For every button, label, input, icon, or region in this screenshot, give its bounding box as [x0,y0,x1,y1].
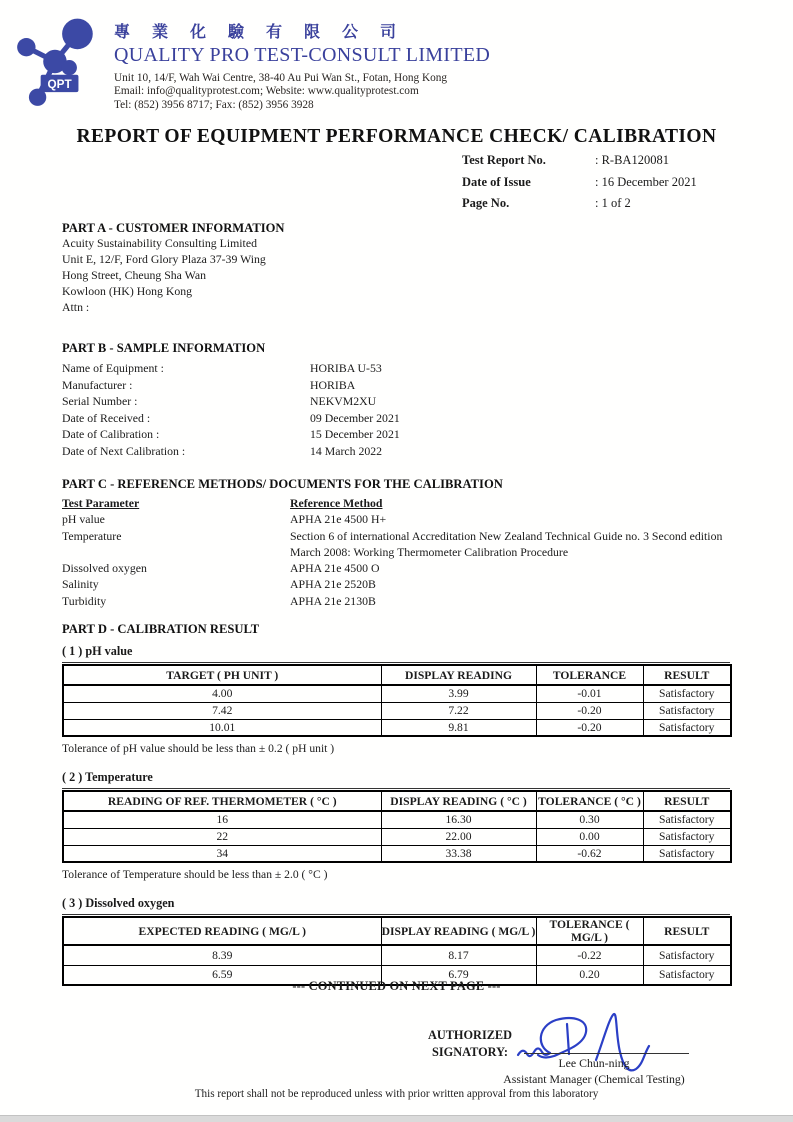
column-header: RESULT [643,791,731,811]
field-value: 15 December 2021 [310,427,400,441]
temperature-calibration-table [62,790,732,863]
page-no-value: : 1 of 2 [595,196,631,210]
table-cell: Satisfactory [643,685,731,702]
logo-text: QPT [47,78,72,92]
column-header: TOLERANCE ( °C ) [536,791,643,811]
ph-table-caption: ( 1 ) pH value [62,644,133,658]
company-contact: Email: info@qualityprotest.com; Website: www.qualityprotest.com [114,85,419,98]
test-parameter: Dissolved oxygen [62,561,147,576]
field-value: NEKVM2XU [310,394,377,408]
ph-calibration-table [62,664,732,737]
test-parameter: pH value [62,512,105,527]
field-value: 09 December 2021 [310,410,400,425]
company-name-chinese: 專 業 化 驗 有 限 公 司 [114,24,406,41]
table-cell: 4.00 [63,685,381,702]
table-cell: 6.79 [381,965,536,985]
company-address: Unit 10, 14/F, Wah Wai Centre, 38-40 Au Pui Wan St., Fotan, Hong Kong [114,72,448,84]
authorized-label-line1: AUTHORIZED [427,1028,513,1042]
reference-method: Section 6 of international Accreditation New Zealand Technical Guide no. 3 Second edition March 2008: Working Thermometer Calibration Procedure [290,528,723,559]
table-cell: 33.38 [381,845,536,862]
signature-line [524,1053,689,1054]
table-cell: -0.22 [536,945,643,965]
customer-attn: Attn : [62,299,90,314]
reference-method: APHA 21e 2130B [290,593,376,608]
field-value: HORIBA U-53 [310,361,382,375]
reference-method: APHA 21e 2520B [290,577,376,592]
field-label: Serial Number : [62,394,138,408]
test-parameter: Salinity [62,577,99,592]
table-cell: 7.22 [381,702,536,719]
column-header: TARGET ( PH UNIT ) [63,665,381,685]
field-label: Date of Next Calibration : [62,443,186,458]
table-cell: 16.30 [381,811,536,828]
table-cell: 22 [63,828,381,845]
report-title: REPORT OF EQUIPMENT PERFORMANCE CHECK/ CALIBRATION [76,126,717,147]
table-cell: 16 [63,811,381,828]
table-row [63,811,731,828]
table-cell: 0.00 [536,828,643,845]
customer-address-line: Unit E, 12/F, Ford Glory Plaza 37-39 Wing [62,251,266,266]
table-cell: Satisfactory [643,811,731,828]
customer-name: Acuity Sustainability Consulting Limited [62,236,257,250]
table-cell: 0.20 [536,965,643,985]
field-label: Date of Calibration : [62,427,160,441]
table-cell: Satisfactory [643,828,731,845]
column-header: RESULT [643,917,731,945]
table-cell: 10.01 [63,719,381,736]
signatory-name: Lee Chun-ning [558,1056,630,1070]
table-cell: Satisfactory [643,719,731,736]
table-cell: 9.81 [381,719,536,736]
continued-on-next-page: --- CONTINUED ON NEXT PAGE --- [292,979,501,993]
field-label: Date of Received : [62,410,151,425]
table-cell: 6.59 [63,965,381,985]
part-c-section [62,477,730,609]
table-cell: Satisfactory [643,845,731,862]
test-parameter-header: Test Parameter [62,496,140,510]
column-header: READING OF REF. THERMOMETER ( °C ) [63,791,381,811]
temperature-table-caption: ( 2 ) Temperature [62,770,153,784]
report-info [462,153,697,218]
table-cell: 22.00 [381,828,536,845]
table-cell: -0.20 [536,702,643,719]
table-cell: Satisfactory [643,702,731,719]
qpt-molecule-logo [10,13,104,111]
part-d-section [62,622,730,986]
table-cell: -0.62 [536,845,643,862]
field-value: 14 March 2022 [310,443,383,458]
table-cell: Satisfactory [643,945,731,965]
table-cell: Satisfactory [643,965,731,985]
table-cell: 34 [63,845,381,862]
authorized-label-line2: SIGNATORY: [432,1045,508,1059]
part-b-section [62,341,400,460]
temperature-tolerance-note: Tolerance of Temperature should be less than ± 2.0 ( °C ) [62,868,328,881]
part-a-section [62,221,285,316]
ph-tolerance-note: Tolerance of pH value should be less than ± 0.2 ( pH unit ) [62,742,335,755]
table-cell: 0.30 [536,811,643,828]
company-name-english: QUALITY PRO TEST-CONSULT LIMITED [114,44,491,66]
column-header: DISPLAY READING ( °C ) [381,791,536,811]
reference-method: APHA 21e 4500 H+ [290,512,387,527]
page-no-label: Page No. [462,196,510,210]
date-of-issue-label: Date of Issue [462,174,531,189]
part-c-heading: PART C - REFERENCE METHODS/ DOCUMENTS FOR THE CALIBRATION [62,477,503,491]
table-cell: 8.39 [63,945,381,965]
customer-address-line: Kowloon (HK) Hong Kong [62,283,193,298]
table-cell: -0.01 [536,685,643,702]
customer-address-line: Hong Street, Cheung Sha Wan [62,267,206,282]
test-parameter: Temperature [62,528,122,543]
table-cell: 3.99 [381,685,536,702]
field-value: HORIBA [310,377,356,392]
column-header: DISPLAY READING ( MG/L ) [381,917,536,945]
table-row [63,685,731,702]
date-of-issue-value: : 16 December 2021 [595,174,697,189]
column-header: EXPECTED READING ( MG/L ) [63,917,381,945]
table-cell: 8.17 [381,945,536,965]
table-cell: -0.20 [536,719,643,736]
table-row [63,945,731,965]
dissolved-oxygen-table-caption: ( 3 ) Dissolved oxygen [62,896,175,910]
reference-method-header: Reference Method [290,496,383,510]
part-d-heading: PART D - CALIBRATION RESULT [62,622,260,636]
report-no-value: : R-BA120081 [595,153,669,167]
part-a-heading: PART A - CUSTOMER INFORMATION [62,221,285,235]
test-parameter: Turbidity [62,593,107,608]
field-label: Name of Equipment : [62,361,164,375]
letterhead [10,13,490,112]
signatory-title: Assistant Manager (Chemical Testing) [503,1072,685,1086]
scan-edge [0,1115,793,1122]
column-header: RESULT [643,665,731,685]
report-no-label: Test Report No. [462,153,546,167]
column-header: TOLERANCE [536,665,643,685]
authorized-signatory-label [420,1027,520,1061]
column-header: TOLERANCE ( MG/L ) [536,917,643,945]
table-row [63,719,731,736]
part-b-heading: PART B - SAMPLE INFORMATION [62,341,266,355]
company-phone: Tel: (852) 3956 8717; Fax: (852) 3956 3928 [114,98,314,111]
column-header: DISPLAY READING [381,665,536,685]
table-cell: 7.42 [63,702,381,719]
table-row [63,702,731,719]
table-row [63,845,731,862]
dissolved-oxygen-calibration-table [62,916,732,986]
table-row [63,828,731,845]
reference-method: APHA 21e 4500 O [290,561,380,576]
footer-disclaimer: This report shall not be reproduced unless with prior written approval from this laboratory [194,1088,599,1100]
field-label: Manufacturer : [62,377,133,392]
